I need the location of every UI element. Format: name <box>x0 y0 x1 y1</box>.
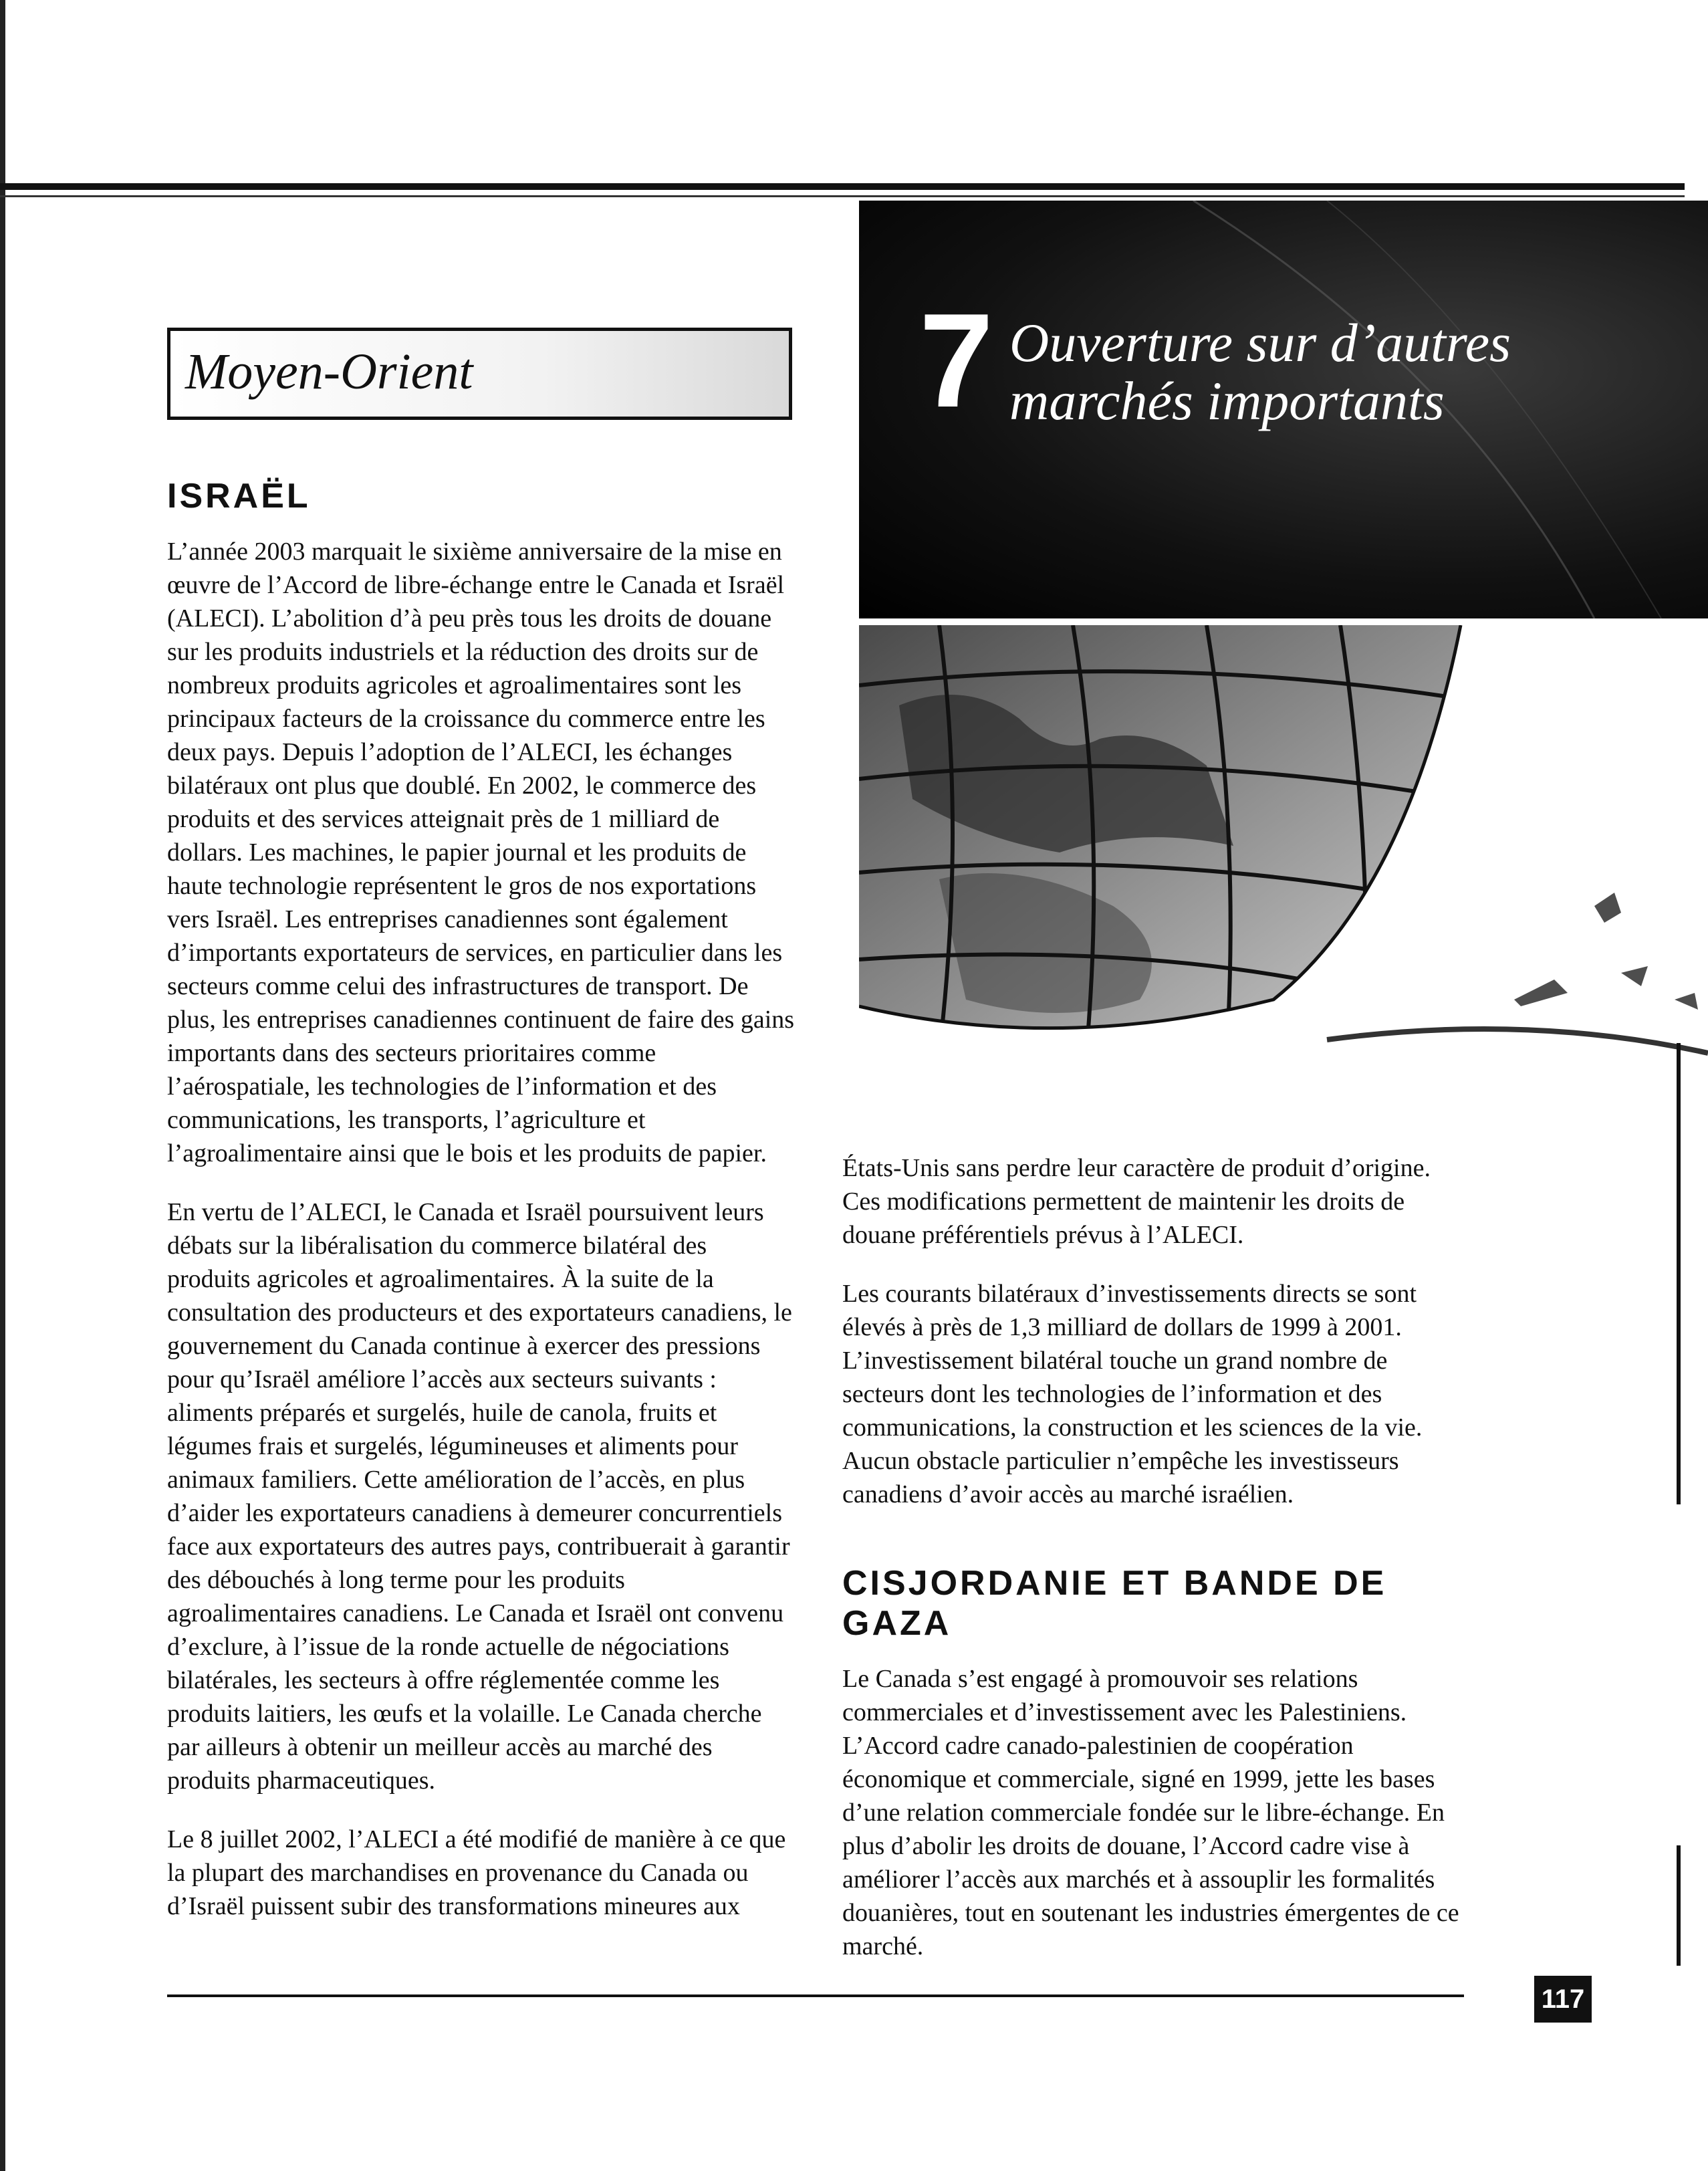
chapter-title <box>1009 314 1611 431</box>
section-title: Moyen-Orient <box>185 344 473 400</box>
top-rule <box>0 183 1685 190</box>
chapter-title-line2: marchés importants <box>1009 370 1445 431</box>
scan-mark <box>1677 1130 1681 1504</box>
section-title-box <box>167 328 792 420</box>
israel-paragraph-3-continued: États-Unis sans perdre leur caractère de produit d’origine. Ces modifications permettent de maintenir les droits de douane préférentiels prévus à l’ALECI. <box>842 1154 1431 1249</box>
israel-paragraph-4: Les courants bilatéraux d’investissements directs se sont élevés à près de 1,3 milliard de dollars de 1999 à 2001. L’investissement bilatéral touche un grand nombre de secteurs dont les technologies de l’information et des communications, la construction et les sciences de la vie. Aucun obstacle particulier n’empêche les investisseurs canadiens d’avoir accès au marché israélien. <box>842 1280 1423 1508</box>
top-rule-thin <box>0 195 1685 197</box>
israel-paragraph-2: En vertu de l’ALECI, le Canada et Israël poursuivent leurs débats sur la libéralisation du commerce bilatéral des produits agricoles et agroalimentaires. À la suite de la consultation des producteurs et des exportateurs canadiens, le gouvernement du Canada continue à exercer des pressions pour qu’Israël améliore l’accès aux secteurs suivants : aliments préparés et surgelés, huile de canola, fruits et légumes frais et surgelés, légumineuses et aliments pour animaux familiers. Cette amélioration de l’accès, en plus d’aider les exportateurs canadiens à demeurer concurrentiels face aux exportateurs des autres pays, contribuerait à garantir des débouchés à long terme pour les produits agroalimentaires canadiens. Le Canada et Israël ont convenu d’exclure, à l’issue de la ronde actuelle de négociations bilatérales, les secteurs à offre réglementée comme les produits laitiers, les œufs et la volaille. Le Canada cherche par ailleurs à obtenir un meilleur accès au marché des produits pharmaceutiques. <box>167 1198 792 1795</box>
globe-illustration <box>859 625 1708 1093</box>
left-column <box>167 476 796 1923</box>
scan-mark <box>1677 1845 1681 1966</box>
gaza-paragraph-1: Le Canada s’est engagé à promouvoir ses relations commerciales et d’investissement avec les Palestiniens. L’Accord cadre canado-palestinien de coopération économique et commerciale, signé en 1999, jette les bases d’une relation commerciale fondée sur le libre-échange. En plus d’abolir les droits de douane, l’Accord cadre vise à améliorer l’accès aux marchés et à assouplir les formalités douanières, tout en soutenant les industries émergentes de ce marché. <box>842 1665 1459 1960</box>
page-number: 117 <box>1534 1976 1592 2023</box>
bottom-rule <box>167 1994 1464 1997</box>
heading-gaza: CISJORDANIE ET BANDE DE GAZA <box>842 1564 1387 1643</box>
israel-paragraph-3: Le 8 juillet 2002, l’ALECI a été modifié de manière à ce que la plupart des marchandises en provenance du Canada ou d’Israël puissent subir des transformations mineures aux <box>167 1825 786 1920</box>
chapter-number: 7 <box>919 286 994 435</box>
israel-paragraph-1: L’année 2003 marquait le sixième anniversaire de la mise en œuvre de l’Accord de libre-échange entre le Canada et Israël (ALECI). L’abolition d’à peu près tous les droits de douane sur les produits industriels et la réduction des droits sur de nombreux produits agricoles et agroalimentaires sont les principaux facteurs de la croissance du commerce entre les deux pays. Depuis l’adoption de l’ALECI, les échanges bilatéraux ont plus que doublé. En 2002, le commerce des produits et des services atteignait près de 1 milliard de dollars. Les machines, le papier journal et les produits de haute technologie représentent le gros de nos exportations vers Israël. Les entreprises canadiennes sont également d’importants exportateurs de services, en particulier dans les secteurs comme celui des infrastructures de transport. De plus, les entreprises canadiennes continuent de faire des gains importants dans des secteurs prioritaires comme l’aérospatiale, les technologies de l’information et des communications, les transports, l’agriculture et l’agroalimentaire ainsi que le bois et les produits de papier. <box>167 538 795 1167</box>
chapter-title-line1: Ouverture sur d’autres <box>1009 312 1511 373</box>
right-column <box>842 1151 1474 1963</box>
scan-edge <box>0 0 5 2171</box>
heading-israel: ISRAËL <box>167 477 311 516</box>
